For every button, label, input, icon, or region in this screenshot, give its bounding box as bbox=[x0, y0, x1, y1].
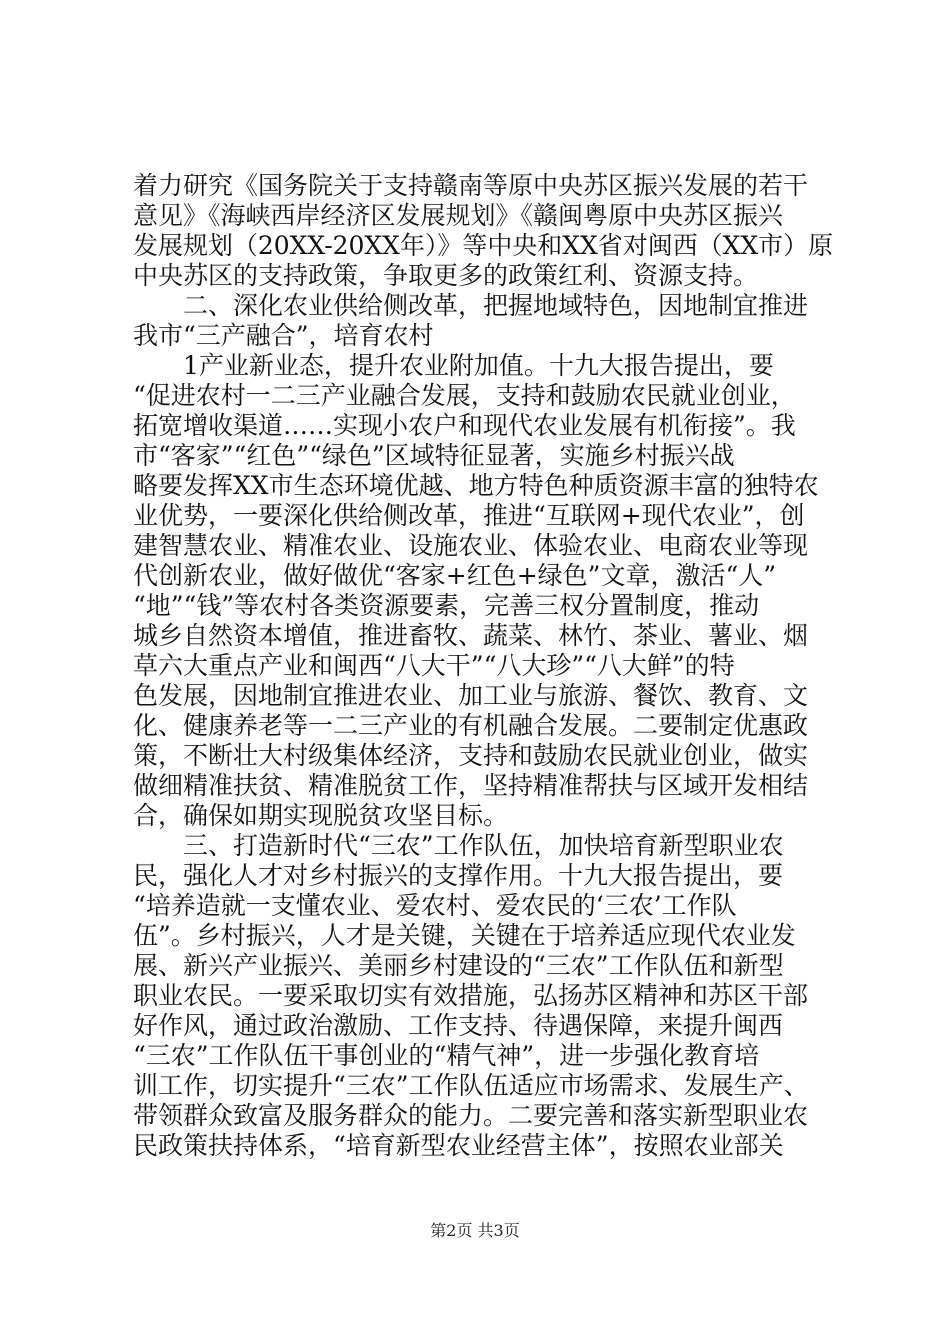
text-line: 业优势，一要深化供给侧改革，推进“互联网+现代农业”，创 bbox=[133, 501, 805, 530]
text-line: 做细精准扶贫、精准脱贫工作，坚持精准帮扶与区域开发相结 bbox=[133, 771, 809, 800]
document-body bbox=[133, 171, 833, 1161]
text-line: 中央苏区的支持政策，争取更多的政策红利、资源支持。 bbox=[133, 261, 759, 290]
text-line: 城乡自然资本增值，推进畜牧、蔬菜、林竹、茶业、薯业、烟 bbox=[133, 621, 809, 650]
text-line: 策，不断壮大村级集体经济，支持和鼓励农民就业创业，做实 bbox=[133, 741, 809, 770]
text-line: 我市“三产融合”，培育农村 bbox=[133, 321, 434, 350]
text-line: “三农”工作队伍干事创业的“精气神”，进一步强化教育培 bbox=[133, 1041, 760, 1070]
text-line: “培养造就一支懂农业、爱农村、爱农民的‘三农’工作队 bbox=[133, 891, 737, 920]
text-line: 二、深化农业供给侧改革，把握地域特色，因地制宜推进 bbox=[133, 291, 809, 320]
page-footer: 第2页 共3页 bbox=[430, 1221, 520, 1240]
text-line: 好作风，通过政治激励、工作支持、待遇保障，来提升闽西 bbox=[133, 1011, 784, 1040]
text-line: 民，强化人才对乡村振兴的支撑作用。十九大报告提出，要 bbox=[133, 861, 784, 890]
text-line: 着力研究《国务院关于支持赣南等原中央苏区振兴发展的若干 bbox=[133, 171, 809, 200]
text-line: 展、新兴产业振兴、美丽乡村建设的“三农”工作队伍和新型 bbox=[133, 951, 784, 980]
text-line: 市“客家”“红色”“绿色”区域特征显著，实施乡村振兴战 bbox=[133, 441, 735, 470]
text-line: 建智慧农业、精准农业、设施农业、体验农业、电商农业等现 bbox=[133, 531, 809, 560]
text-line: 1产业新业态，提升农业附加值。十九大报告提出，要 bbox=[133, 351, 774, 380]
text-line: 伍”。乡村振兴，人才是关键，关键在于培养适应现代农业发 bbox=[133, 921, 796, 950]
text-line: 化、健康养老等一二三产业的有机融合发展。二要制定优惠政 bbox=[133, 711, 809, 740]
text-line: “地”“钱”等农村各类资源要素，完善三权分置制度，推动 bbox=[133, 591, 760, 620]
text-line: 色发展，因地制宜推进农业、加工业与旅游、餐饮、教育、文 bbox=[133, 681, 809, 710]
text-line: 略要发挥XX市生态环境优越、地方特色种质资源丰富的独特农 bbox=[133, 471, 819, 500]
text-line: 三、打造新时代“三农”工作队伍，加快培育新型职业农 bbox=[133, 831, 784, 860]
text-line: 民政策扶持体系，“培育新型农业经营主体”，按照农业部关 bbox=[133, 1131, 784, 1160]
text-line: 代创新农业，做好做优“客家+红色+绿色”文章，激活“人” bbox=[133, 561, 777, 590]
text-line: 拓宽增收渠道……实现小农户和现代农业发展有机衔接”。我 bbox=[133, 411, 796, 440]
text-line: 带领群众致富及服务群众的能力。二要完善和落实新型职业农 bbox=[133, 1101, 809, 1130]
text-line: “促进农村一二三产业融合发展，支持和鼓励农民就业创业， bbox=[133, 381, 796, 410]
text-line: 草六大重点产业和闽西“八大干”“八大珍”“八大鲜”的特 bbox=[133, 651, 735, 680]
text-line: 发展规划（20XX-20XX年）》等中央和XX省对闽西（XX市）原 bbox=[133, 231, 833, 260]
text-line: 职业农民。一要采取切实有效措施，弘扬苏区精神和苏区干部 bbox=[133, 981, 809, 1010]
text-line: 合，确保如期实现脱贫攻坚目标。 bbox=[133, 801, 509, 830]
text-line: 训工作，切实提升“三农”工作队伍适应市场需求、发展生产、 bbox=[133, 1071, 809, 1100]
text-line: 意见》《海峡西岸经济区发展规划》《赣闽粤原中央苏区振兴 bbox=[133, 201, 784, 230]
